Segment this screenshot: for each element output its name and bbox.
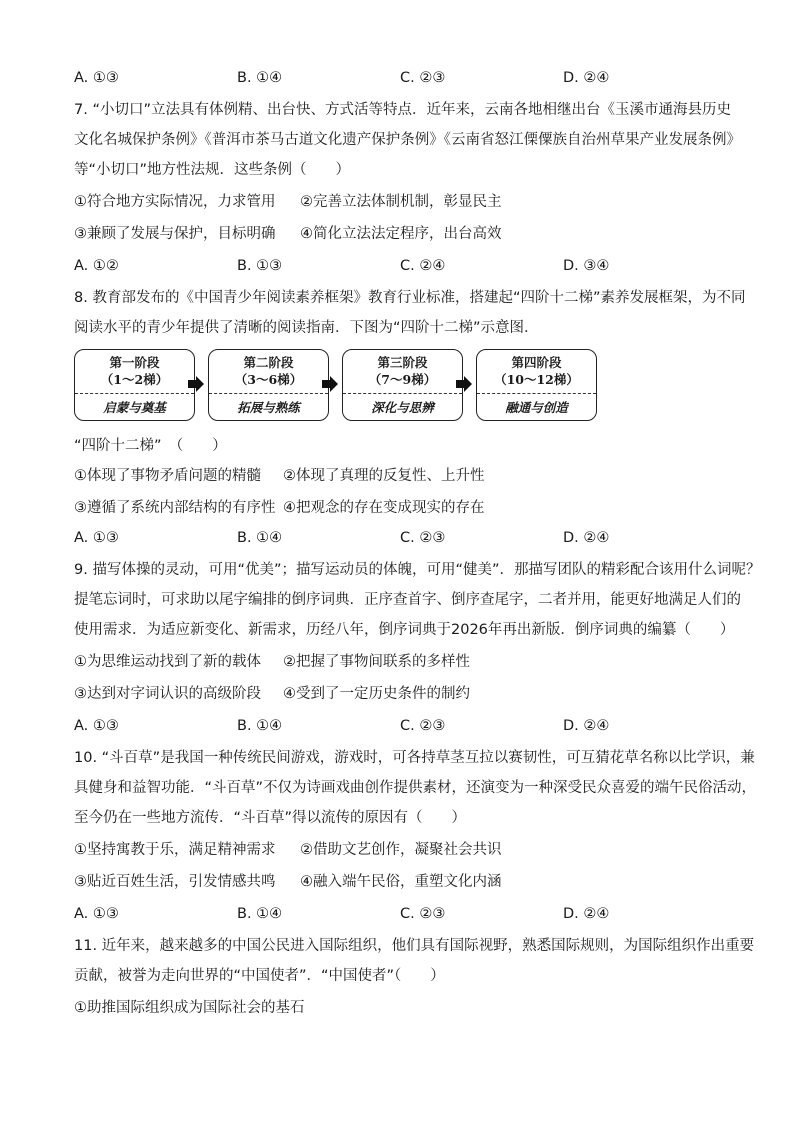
stage-box-4 [476,349,597,421]
q10-choice-2: ②借助文艺创作，凝聚社会共识 [300,842,502,858]
q11-stem-line-1: 11. 近年来，越来越多的中国公民进入国际组织，他们具有国际视野，熟悉国际规则，为国际组织作出重要 [74,938,755,954]
q6-option-c[interactable]: C. ②③ [400,70,446,86]
stage-2-divider [209,393,328,394]
q8-choice-4: ④把观念的存在变成现实的存在 [283,500,485,516]
q9-choice-1: ①为思维运动找到了新的载体 [74,654,261,670]
q10-option-a[interactable]: A. ①③ [74,906,119,922]
q8-option-c[interactable]: C. ②③ [400,530,446,546]
q7-choice-3: ③兼顾了发展与保护，目标明确 [74,226,276,242]
stage-4-divider [477,393,596,394]
q8-options [74,528,734,548]
q6-options [74,68,734,88]
q9-choice-3: ③达到对字词认识的高级阶段 [74,686,261,702]
q9-option-d[interactable]: D. ②④ [563,718,610,734]
q10-choice-4: ④融入端午民俗，重塑文化内涵 [300,874,502,890]
stage-1-divider [75,393,194,394]
q8-choices-row-1 [74,466,734,486]
stage-box-3 [342,349,463,421]
stage-2-title: 第二阶段 [243,355,294,370]
q9-choices-row-2 [74,684,734,704]
q9-stem-line-2: 提笔忘词时，可求助以尾字编排的倒序词典．正序查首字、倒序查尾字，二者并用，能更好地满足人们的 [74,592,741,608]
q9-stem-line-3: 使用需求．为适应新变化、新需求，历经八年，倒序词典于2026年再出新版．倒序词典的编纂（ ） [74,622,735,638]
q8-stem-line-2: 阅读水平的青少年提供了清晰的阅读指南．下图为“四阶十二梯”示意图． [74,320,539,336]
q9-stem-line-1: 9. 描写体操的灵动，可用“优美”；描写运动员的体魄，可用“健美”．那描写团队的精彩配合该用什么词呢？ [74,562,761,578]
arrow-right-icon [455,375,473,393]
stage-4-title: 第四阶段 [511,355,562,370]
stage-3-label: 深化与思辨 [371,400,434,415]
q10-option-b[interactable]: B. ①④ [237,906,283,922]
q8-stem-question: “四阶十二梯” （ ） [74,438,227,454]
q10-choice-1: ①坚持寓教于乐，满足精神需求 [74,842,276,858]
q11-choice-1: ①助推国际组织成为国际社会的基石 [74,1000,305,1016]
q7-stem-line-1: 7. “小切口”立法具有体例精、出台快、方式活等特点．近年来，云南各地相继出台《玉溪市通海县历史 [74,102,731,118]
q9-options [74,716,734,736]
q9-option-b[interactable]: B. ①④ [237,718,283,734]
q8-option-a[interactable]: A. ①③ [74,530,119,546]
q6-option-d[interactable]: D. ②④ [563,70,610,86]
q7-choice-2: ②完善立法体制机制，彰显民主 [300,194,502,210]
q7-options [74,256,734,276]
q9-choice-4: ④受到了一定历史条件的制约 [283,686,470,702]
q8-choices-row-2 [74,498,734,518]
q10-option-c[interactable]: C. ②③ [400,906,446,922]
q7-choices-row-2 [74,224,734,244]
stage-2-range: （3～6梯） [234,372,303,387]
q8-option-b[interactable]: B. ①④ [237,530,283,546]
q7-choice-4: ④简化立法法定程序，出台高效 [300,226,502,242]
stage-3-divider [343,393,462,394]
stage-4-label: 融通与创造 [505,400,568,415]
q6-option-b[interactable]: B. ①④ [237,70,283,86]
q10-option-d[interactable]: D. ②④ [563,906,610,922]
q9-choices-row-1 [74,652,734,672]
q10-stem-line-2: 具健身和益智功能．“斗百草”不仅为诗画戏曲创作提供素材，还演变为一种深受民众喜爱的端午民俗活动， [74,780,757,796]
q10-choice-3: ③贴近百姓生活，引发情感共鸣 [74,874,276,890]
q7-choices-row-1 [74,192,734,212]
arrow-right-icon [321,375,339,393]
q8-choice-3: ③遵循了系统内部结构的有序性 [74,500,276,516]
q9-option-a[interactable]: A. ①③ [74,718,119,734]
q7-option-b[interactable]: B. ①③ [237,258,283,274]
q6-option-a[interactable]: A. ①③ [74,70,119,86]
q8-option-d[interactable]: D. ②④ [563,530,610,546]
q8-stem-line-1: 8. 教育部发布的《中国青少年阅读素养框架》教育行业标准，搭建起“四阶十二梯”素养发展框架，为不同 [74,290,746,306]
stage-1-range: （1～2梯） [100,372,169,387]
stage-4-range: （10～12梯） [494,372,579,387]
stage-1-title: 第一阶段 [109,355,160,370]
q7-option-d[interactable]: D. ③④ [563,258,610,274]
q8-choice-2: ②体现了真理的反复性、上升性 [283,468,485,484]
stage-3-title: 第三阶段 [377,355,428,370]
stage-2-label: 拓展与熟练 [237,400,300,415]
stage-box-1 [74,349,195,421]
arrow-right-icon [187,375,205,393]
q11-stem-line-2: 贡献，被誉为走向世界的“中国使者”．“中国使者”（ ） [74,968,445,984]
q7-option-a[interactable]: A. ①② [74,258,119,274]
q7-option-c[interactable]: C. ②④ [400,258,446,274]
q7-choice-1: ①符合地方实际情况，力求管用 [74,194,276,210]
q8-choice-1: ①体现了事物矛盾问题的精髓 [74,468,261,484]
q10-options [74,904,734,924]
q7-stem-line-3: 等“小切口”地方性法规．这些条例（ ） [74,162,351,178]
stage-3-range: （7～9梯） [368,372,437,387]
stage-box-2 [208,349,329,421]
q10-stem-line-1: 10. “斗百草”是我国一种传统民间游戏，游戏时，可各持草茎互拉以赛韧性，可互猜花草名称以比学识，兼 [74,750,755,766]
q10-choices-row-1 [74,840,734,860]
q9-choice-2: ②把握了事物间联系的多样性 [283,654,470,670]
q10-stem-line-3: 至今仍在一些地方流传．“斗百草”得以流传的原因有（ ） [74,810,467,826]
stage-1-label: 启蒙与奠基 [103,400,166,415]
q7-stem-line-2: 文化名城保护条例》《普洱市茶马古道文化遗产保护条例》《云南省怒江傈僳族自治州草果产业发展条例》 [74,132,741,148]
q9-option-c[interactable]: C. ②③ [400,718,446,734]
q10-choices-row-2 [74,872,734,892]
